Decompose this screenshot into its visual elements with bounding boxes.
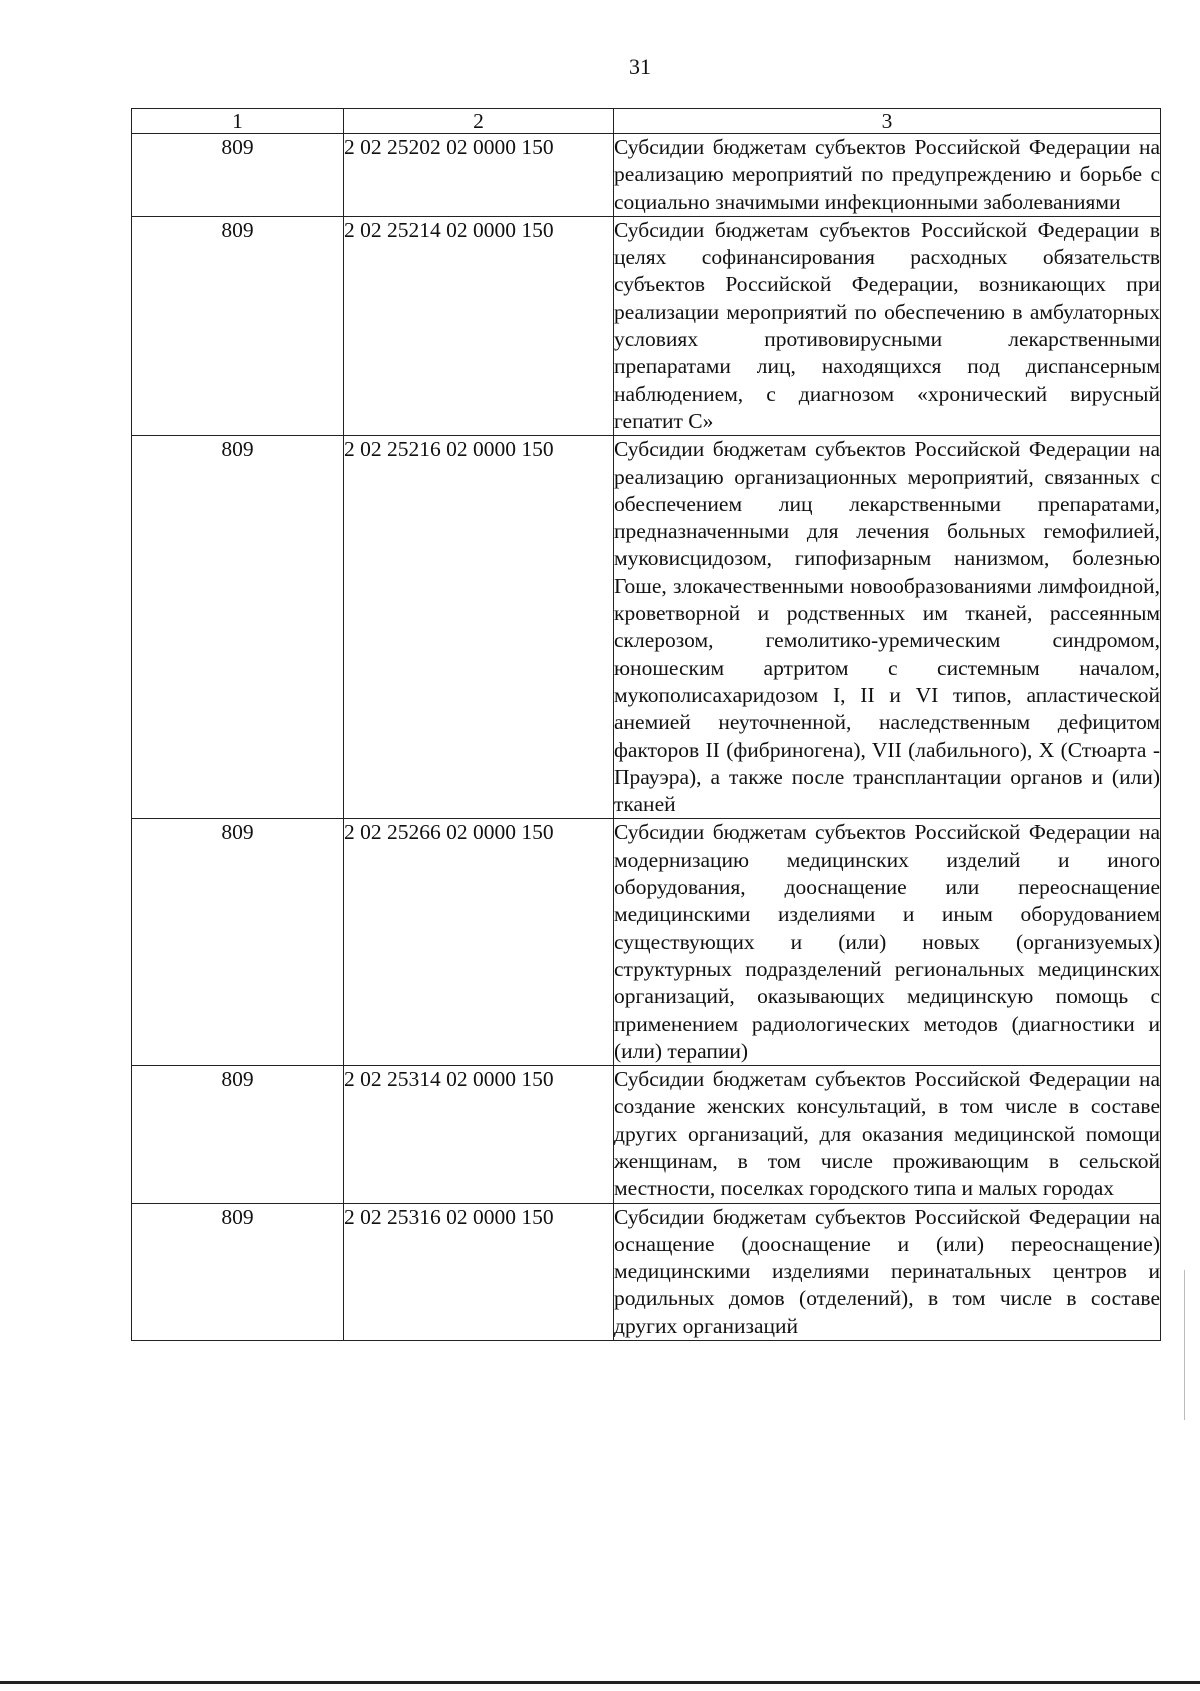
description-cell: Субсидии бюджетам субъектов Российской Федерации на оснащение (дооснащение и (или) переоснащение) медицинскими изделиями перинатальных центров и родильных домов (отделений), в том числе в составе других организаций — [614, 1203, 1161, 1340]
description-cell: Субсидии бюджетам субъектов Российской Федерации на реализацию организационных мероприятий, связанных с обеспечением лиц лекарственными препаратами, предназначенными для лечения больных гемофилией, муковисцидозом, гипофизарным нанизмом, болезнью Гоше, злокачественными новообразованиями лимфоидной, кроветворной и родственных им тканей, рассеянным склерозом, гемолитико-уремическим синдромом, юношеским артритом с системным началом, мукополисахаридозом I, II и VI типов, апластической анемией неуточненной, наследственным дефицитом факторов II (фибриногена), VII (лабильного), X (Стюарта - Прауэра), а также после трансплантации органов и (или) тканей — [614, 436, 1161, 819]
admin-code-cell: 809 — [132, 1203, 344, 1340]
budget-code-cell: 2 02 25316 02 0000 150 — [344, 1203, 614, 1340]
admin-code-cell: 809 — [132, 134, 344, 217]
table-row — [132, 216, 1161, 435]
description-cell: Субсидии бюджетам субъектов Российской Федерации на модернизацию медицинских изделий и иного оборудования, дооснащение или переоснащение медицинскими изделиями и иным оборудованием существующих и (или) новых (организуемых) структурных подразделений региональных медицинских организаций, оказывающих медицинскую помощь с применением радиологических методов (диагностики и (или) терапии) — [614, 819, 1161, 1066]
admin-code-cell: 809 — [132, 819, 344, 1066]
description-cell: Субсидии бюджетам субъектов Российской Федерации в целях софинансирования расходных обязательств субъектов Российской Федерации, возникающих при реализации мероприятий по обеспечению в амбулаторных условиях противовирусными лекарственными препаратами лиц, находящихся под диспансерным наблюдением, с диагнозом «хронический вирусный гепатит С» — [614, 216, 1161, 435]
table-row — [132, 134, 1161, 217]
description-cell: Субсидии бюджетам субъектов Российской Федерации на создание женских консультаций, в том числе в составе других организаций, для оказания медицинской помощи женщинам, в том числе проживающим в сельской местности, поселках городского типа и малых городах — [614, 1066, 1161, 1203]
budget-codes-table — [131, 108, 1161, 1341]
page-number: 31 — [629, 54, 651, 79]
admin-code-cell: 809 — [132, 216, 344, 435]
budget-code-cell: 2 02 25266 02 0000 150 — [344, 819, 614, 1066]
budget-code-cell: 2 02 25216 02 0000 150 — [344, 436, 614, 819]
budget-code-cell: 2 02 25314 02 0000 150 — [344, 1066, 614, 1203]
budget-code-cell: 2 02 25202 02 0000 150 — [344, 134, 614, 217]
budget-code-cell: 2 02 25214 02 0000 150 — [344, 216, 614, 435]
scan-edge-mark — [1184, 1270, 1185, 1420]
table-header-row — [132, 109, 1161, 134]
description-cell: Субсидии бюджетам субъектов Российской Федерации на реализацию мероприятий по предупреждению и борьбе с социально значимыми инфекционными заболеваниями — [614, 134, 1161, 217]
header-col-3: 3 — [614, 109, 1161, 134]
table-row — [132, 436, 1161, 819]
table-row — [132, 1066, 1161, 1203]
admin-code-cell: 809 — [132, 436, 344, 819]
header-col-2: 2 — [344, 109, 614, 134]
admin-code-cell: 809 — [132, 1066, 344, 1203]
table-row — [132, 819, 1161, 1066]
bottom-rule — [0, 1681, 1200, 1684]
header-col-1: 1 — [132, 109, 344, 134]
table-row — [132, 1203, 1161, 1340]
